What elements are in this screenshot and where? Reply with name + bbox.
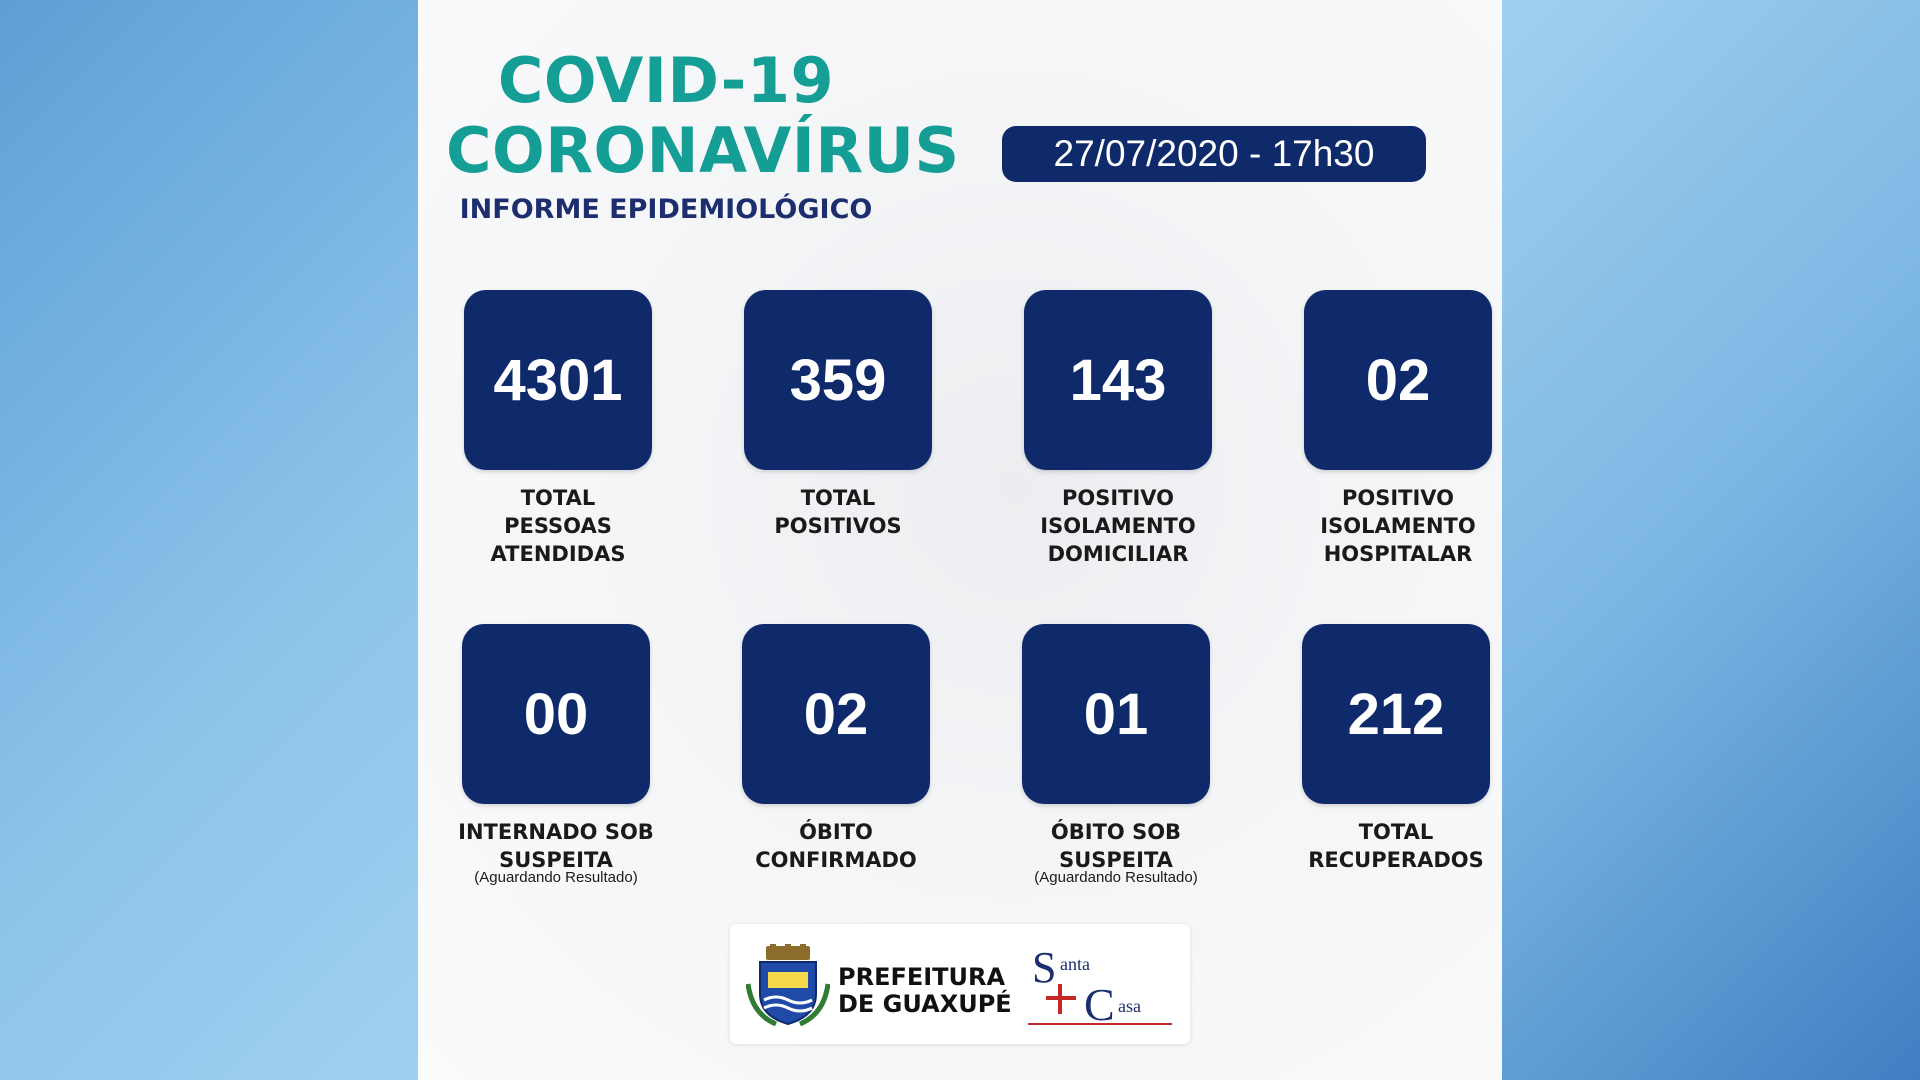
stat-label: INTERNADO SOB SUSPEITA [458, 820, 654, 872]
title-coronavirus: CORONAVÍRUS [446, 114, 960, 187]
subtitle: INFORME EPIDEMIOLÓGICO [459, 194, 873, 225]
stat-value: 359 [744, 290, 932, 470]
stat-total-recuperados [1266, 624, 1502, 874]
svg-text:C: C [1084, 979, 1115, 1030]
stat-label: ÓBITO SOB SUSPEITA [1050, 820, 1182, 872]
svg-text:S: S [1032, 943, 1057, 992]
prefeitura-line2: DE GUAXUPÉ [838, 990, 1012, 1018]
footer-logos [730, 924, 1190, 1044]
stat-total-positivos [708, 290, 968, 540]
stat-label: ÓBITO CONFIRMADO [755, 820, 917, 872]
stat-label: TOTAL POSITIVOS [774, 486, 902, 538]
title-block [446, 44, 960, 225]
stat-value: 02 [1304, 290, 1492, 470]
prefeitura-name [838, 964, 1012, 1018]
stat-label: POSITIVO ISOLAMENTO DOMICILIAR [1040, 486, 1196, 566]
stat-isolamento-hospitalar [1268, 290, 1502, 568]
stat-obito-confirmado [706, 624, 966, 874]
stat-internado-suspeita [426, 624, 686, 886]
stat-value: 02 [742, 624, 930, 804]
date-badge: 27/07/2020 - 17h30 [1002, 126, 1426, 182]
stat-value: 01 [1022, 624, 1210, 804]
bulletin-poster [418, 0, 1502, 1080]
title-covid: COVID-19 [497, 44, 835, 117]
svg-text:asa: asa [1118, 996, 1141, 1016]
prefeitura-line1: PREFEITURA [838, 963, 1006, 991]
stat-obito-suspeita [986, 624, 1246, 886]
stat-note: (Aguardando Resultado) [1034, 869, 1198, 886]
stat-value: 4301 [464, 290, 652, 470]
svg-text:anta: anta [1060, 954, 1090, 974]
stat-value: 212 [1302, 624, 1490, 804]
stat-note: (Aguardando Resultado) [474, 869, 638, 886]
stat-value: 00 [462, 624, 650, 804]
santa-casa-logo-icon [1026, 940, 1176, 1034]
stat-value: 143 [1024, 290, 1212, 470]
stat-label: POSITIVO ISOLAMENTO HOSPITALAR [1320, 486, 1476, 566]
stat-isolamento-domiciliar [988, 290, 1248, 568]
guaxupe-crest-icon [746, 944, 830, 1026]
stat-label: TOTAL RECUPERADOS [1308, 820, 1484, 872]
stat-label: TOTAL PESSOAS ATENDIDAS [490, 486, 626, 566]
stat-total-atendidas [428, 290, 688, 568]
